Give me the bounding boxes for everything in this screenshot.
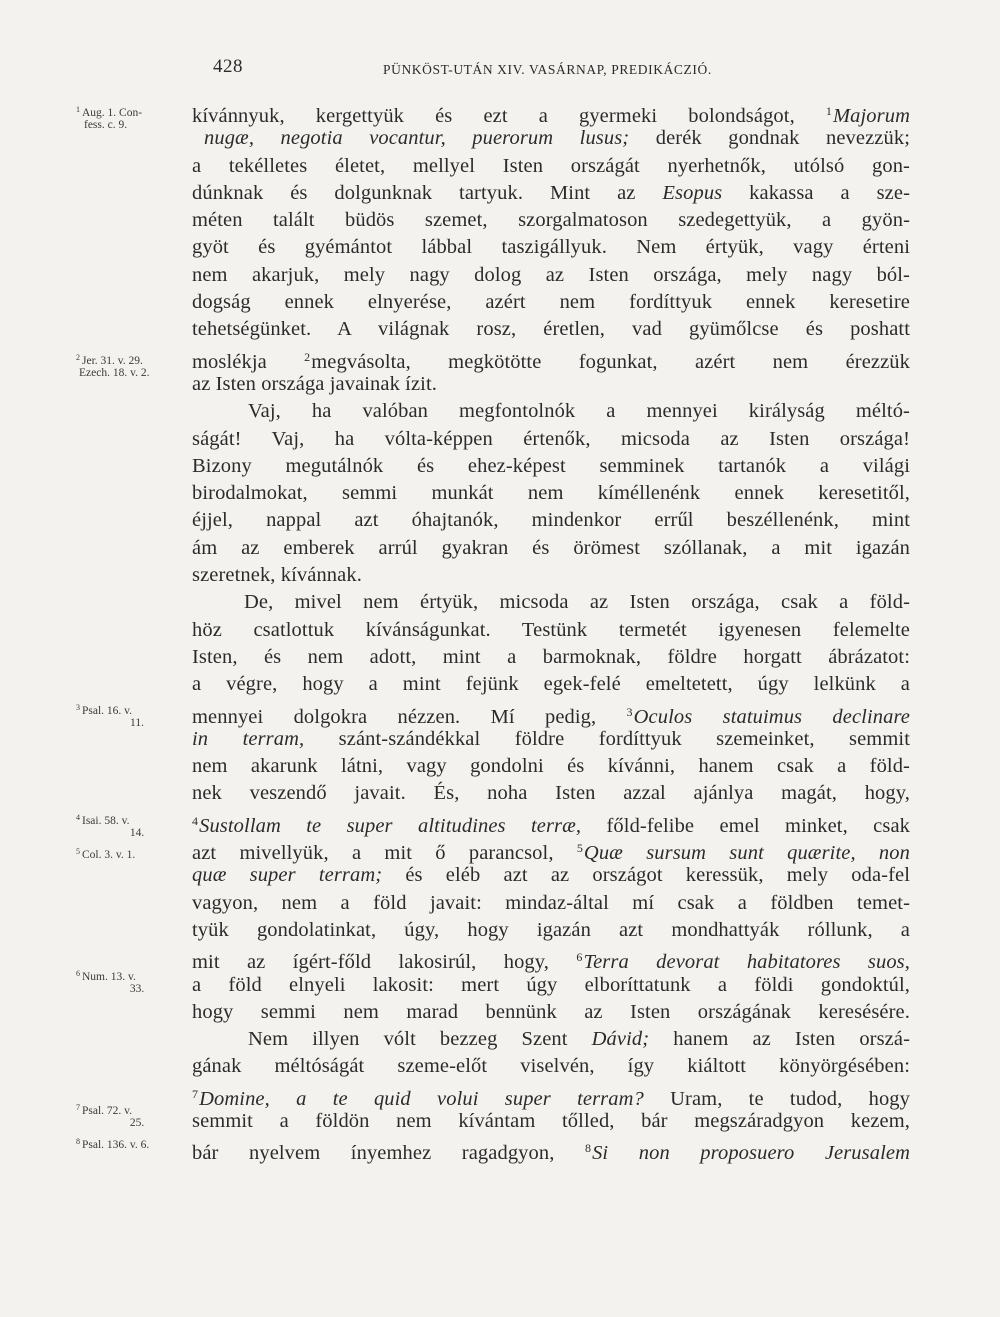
text-line: dúnknak és dolgunknak tartyuk. Mint az Esopus kakassa a sze- <box>192 181 910 204</box>
text-line: $^7$Domine, a te quid volui super terram? Uram, te tudod, hogy <box>192 1086 910 1110</box>
text-line: hogy semmi nem marad bennünk az Isten országának keresésére. <box>192 1000 910 1023</box>
text-line: nek veszendő javait. És, noha Isten azzal ajánlya magát, hogy, <box>192 782 910 805</box>
text-line: $^4$Sustollam te super altitudines terræ, főld-felibe emel minket, csak <box>192 813 910 837</box>
margin-note-7: $^7$ Psal. 72. v. 25. <box>76 1103 145 1129</box>
text-line: azt mivellyük, a mit ő parancsol, $^5$Quæ sursum sunt quærite, non <box>192 841 910 865</box>
text-line: Nem illyen vólt bezzeg Szent Dávid; hanem az Isten orszá- <box>248 1028 911 1051</box>
text-line: birodalmokat, semmi munkát nem kíméllenénk ennek keresetitől, <box>192 482 910 505</box>
text-line: vagyon, nem a föld javait: mindaz-által mí csak a földben temet- <box>192 891 910 914</box>
text-line: a tekélletes életet, mellyel Isten országát nyerhetnők, utólsó gon- <box>192 154 910 177</box>
text-line: quæ super terram; és eléb azt az országot keressük, mely oda-fel <box>192 864 911 887</box>
text-line: ságát! Vaj, ha vólta-képpen értenők, micsoda az Isten országa! <box>192 427 910 450</box>
text-line: in terram, szánt-szándékkal földre fordíttyuk szemeinket, semmit <box>192 727 910 750</box>
page-number: 428 <box>213 56 243 77</box>
text-line: a végre, hogy a mint fejünk egek-felé emeltetett, úgy lelkünk a <box>192 673 910 696</box>
text-line: méten talált büdös szemet, szorgalmatoson szedegettyük, a gyön- <box>192 209 910 232</box>
text-line: a föld elnyeli lakosit: mert úgy elboríttatunk a földi gondoktúl, <box>192 973 910 996</box>
text-line: gyöt és gyémántot lábbal taszigállyuk. Nem értyük, vagy érteni <box>192 236 910 259</box>
text-line: tehetségünket. A világnak rosz, éretlen, vad gyümőlcse és poshatt <box>192 318 910 341</box>
text-line: nem akarunk látni, vagy gondolni és kívánni, hanem csak a föld- <box>192 755 910 778</box>
margin-note-8: $^8$ Psal. 136. v. 6. <box>76 1137 150 1151</box>
text-line: De, mivel nem értyük, micsoda az Isten országa, csak a föld- <box>244 591 910 614</box>
margin-note-2: $^2$ Jer. 31. v. 29. Ezech. 18. v. 2. <box>76 353 150 379</box>
margin-note-1: $^1$ Aug. 1. Con- fess. c. 9. <box>76 105 143 131</box>
text-line: kívánnyuk, kergettyük és ezt a gyermeki bolondságot, $^1$Majorum <box>192 104 910 127</box>
text-line: dogság ennek elnyerése, azért nem fordíttyuk ennek keresetire <box>192 291 910 314</box>
margin-note-3: $^3$ Psal. 16. v. 11. <box>76 703 144 729</box>
margin-note-6: $^6$ Num. 13. v. 33. <box>76 969 145 995</box>
text-line: mit az ígért-főld lakosirúl, hogy, $^6$Terra devorat habitatores suos, <box>192 950 910 974</box>
margin-note-4: $^4$ Isai. 58. v. 14. <box>76 813 145 839</box>
text-line: bár nyelvem ínyemhez ragadgyon, $^8$Si non proposuero Jerusalem <box>192 1141 910 1165</box>
text-line: az Isten országa javainak ízit. <box>192 372 437 395</box>
margin-note-5: $^5$ Col. 3. v. 1. <box>76 847 136 861</box>
marginal-notes <box>0 0 190 1317</box>
text-line: Vaj, ha valóban megfontolnók a mennyei királyság méltó- <box>248 400 910 423</box>
running-title: PÜNKÖST-UTÁN XIV. VASÁRNAP, PREDIKÁCZIÓ. <box>383 62 712 77</box>
text-line: Isten, és nem adott, mint a barmoknak, földre horgatt ábrázatot: <box>192 645 910 668</box>
text-line: tyük gondolatinkat, úgy, hogy igazán azt mondhattyák róllunk, a <box>192 918 910 941</box>
text-line: nugæ, negotia vocantur, puerorum lusus; derék gondnak nevezzük; <box>204 127 910 150</box>
text-line: éjjel, nappal azt óhajtanók, mindenkor errűl beszéllenénk, mint <box>192 509 910 532</box>
text-line: mennyei dolgokra nézzen. Mí pedig, $^3$Oculos statuimus declinare <box>192 704 910 728</box>
text-line: gának méltóságát szeme-előt viselvén, így kiáltott könyörgésében: <box>192 1055 910 1078</box>
text-line: ám az emberek arrúl gyakran és örömest szóllanak, a mit igazán <box>192 536 910 559</box>
text-line: semmit a földön nem kívántam tőlled, bár megszáradgyon kezem, <box>192 1109 910 1132</box>
text-line: Bizony megutálnók és ehez-képest semminek tartanók a világi <box>192 454 910 477</box>
body-text <box>192 98 910 1163</box>
text-line: nem akarjuk, mely nagy dolog az Isten országa, mely nagy ból- <box>192 263 910 286</box>
text-line: moslékja $^2$megvásolta, megkötötte fogunkat, azért nem érezzük <box>192 349 910 373</box>
text-line: höz csatlottuk kívánságunkat. Testünk termetét igyenesen felemelte <box>192 618 910 641</box>
text-line: szeretnek, kívánnak. <box>192 564 362 587</box>
